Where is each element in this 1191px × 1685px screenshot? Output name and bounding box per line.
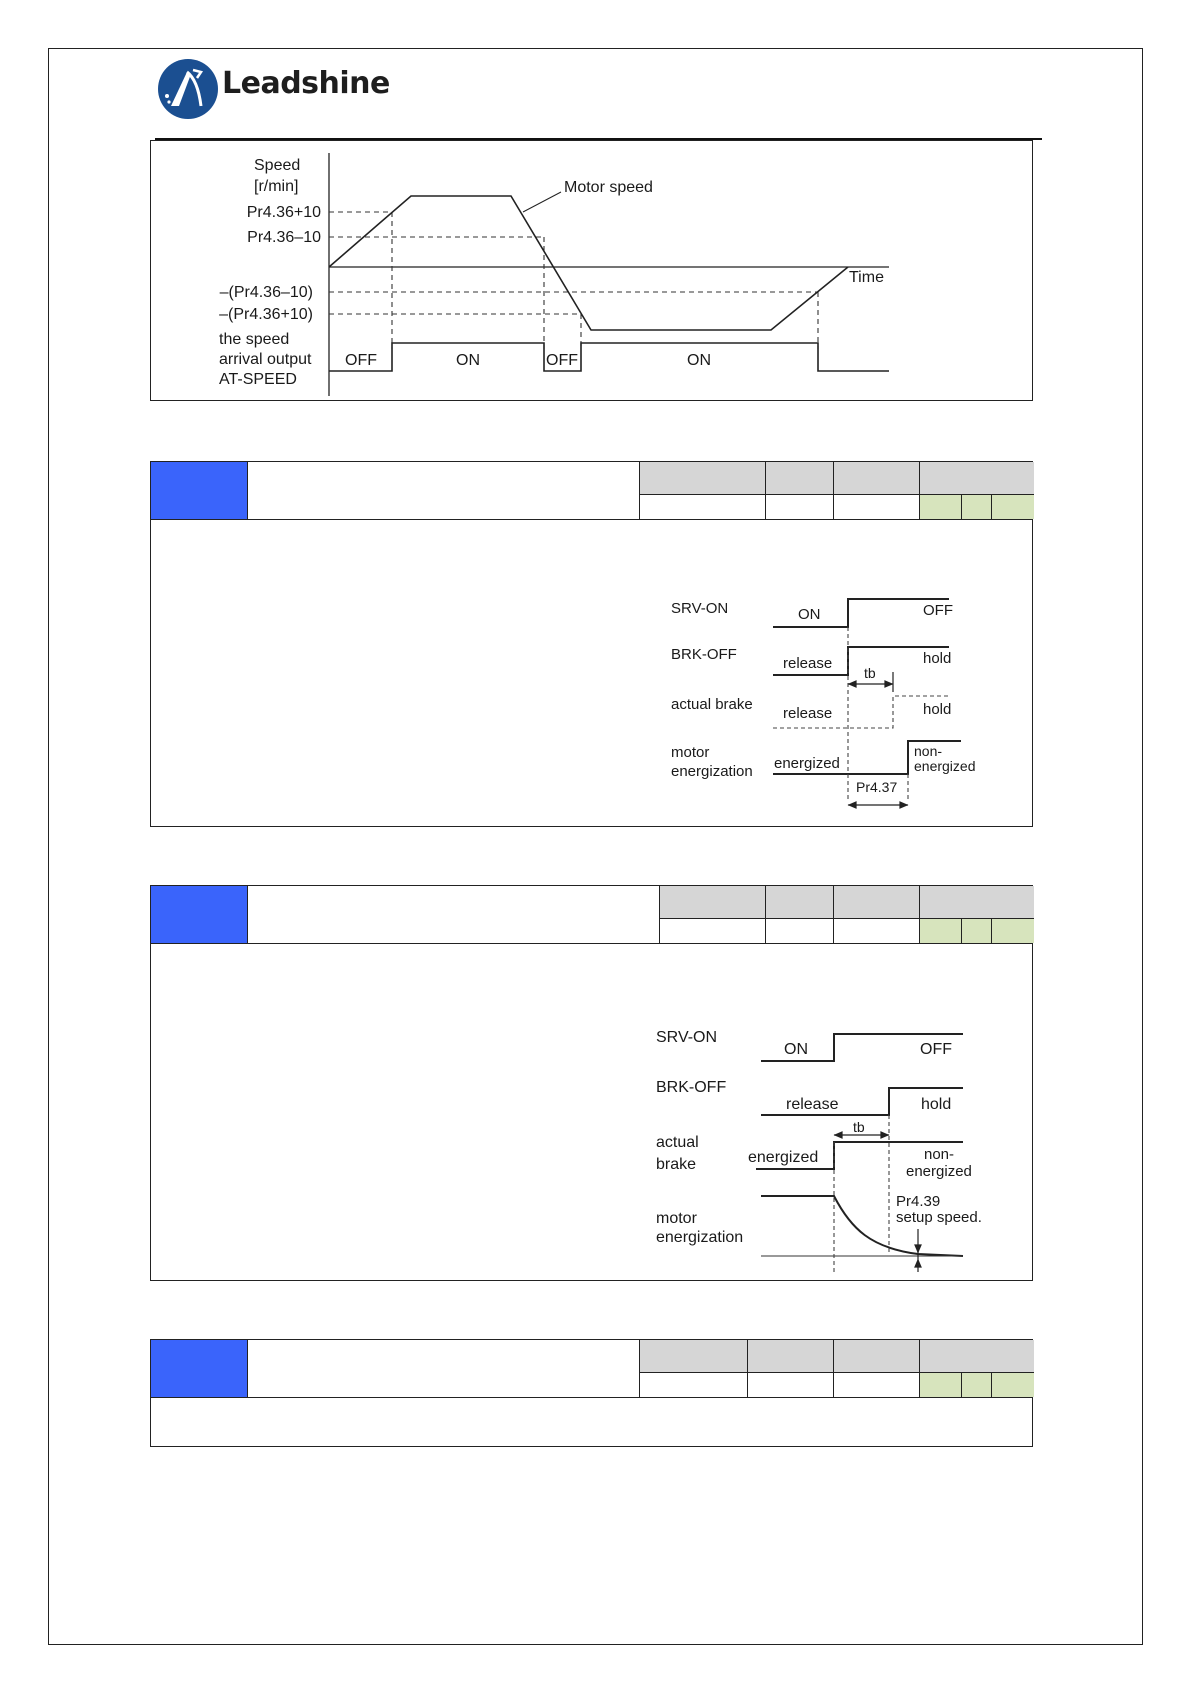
header-cell	[766, 886, 834, 919]
state-label: ON	[687, 352, 711, 369]
table-header	[151, 462, 1032, 520]
parameter-number-cell	[151, 462, 248, 519]
value-cell	[640, 1373, 748, 1397]
value-cell	[748, 1373, 834, 1397]
signal-label: actual brake	[671, 696, 753, 713]
srv-on-before-state: ON	[784, 1041, 808, 1058]
signal-label: motor	[671, 744, 710, 761]
output-label: the speed	[219, 331, 290, 348]
signal-label: SRV-ON	[656, 1029, 718, 1046]
leadshine-logo-icon	[157, 58, 219, 120]
value-cell	[834, 495, 920, 519]
speed-arrival-diagram	[151, 141, 1034, 402]
setup-speed-label: setup speed.	[896, 1209, 982, 1226]
signal-label: BRK-OFF	[671, 646, 737, 663]
parameter-name-cell	[248, 1340, 640, 1397]
state-label: OFF	[345, 352, 377, 369]
level-label: –(Pr4.36+10)	[219, 306, 313, 323]
mode-cell	[992, 495, 1034, 519]
brk-off-after-state: hold	[921, 1096, 952, 1113]
parameter-number-cell	[151, 1340, 248, 1397]
mode-cell	[920, 919, 962, 943]
parameter-name-cell	[248, 462, 640, 519]
company-logo	[157, 58, 397, 122]
signal-label: energization	[671, 763, 753, 780]
value-cell	[660, 919, 766, 943]
header-cell	[766, 462, 834, 495]
header-cell	[920, 1340, 1034, 1373]
value-cell	[834, 1373, 920, 1397]
mode-cell	[992, 919, 1034, 943]
header-cell	[640, 462, 766, 495]
signal-label: brake	[656, 1156, 697, 1173]
speed-axis-title: Speed	[254, 157, 301, 174]
delay-label: Pr4.37	[856, 779, 898, 795]
level-label: Pr4.36+10	[246, 204, 321, 221]
time-axis-label: Time	[849, 269, 884, 286]
at-speed-signal	[329, 343, 889, 371]
speed-axis-unit: [r/min]	[254, 178, 299, 195]
motor-speed-curve	[329, 196, 848, 330]
header-cell	[920, 886, 1034, 919]
signal-label: energization	[656, 1229, 744, 1246]
header-cell	[640, 1340, 748, 1373]
speed-level-lines	[329, 212, 818, 349]
signal-label: actual	[656, 1134, 699, 1151]
header-cell	[748, 1340, 834, 1373]
tb-label: tb	[864, 665, 876, 681]
output-label: AT-SPEED	[219, 371, 297, 388]
srv-on-after-state: OFF	[923, 602, 953, 619]
header-cell	[834, 1340, 920, 1373]
signal-label: BRK-OFF	[656, 1079, 727, 1096]
table-header	[151, 886, 1032, 944]
srv-on-after-state: OFF	[920, 1041, 952, 1058]
mode-cell	[962, 495, 992, 519]
srv-on-before-state: ON	[798, 606, 821, 623]
energized-state: energized	[774, 755, 840, 772]
non-energized-state: energized	[906, 1163, 972, 1180]
brake-timing-diagram-2	[656, 1024, 1016, 1274]
setup-speed-label: Pr4.39	[896, 1193, 941, 1210]
brake-before-state: release	[783, 705, 833, 722]
value-cell	[766, 495, 834, 519]
header-cell	[920, 462, 1034, 495]
level-label: –(Pr4.36–10)	[219, 284, 313, 301]
header-cell	[660, 886, 766, 919]
motor-speed-label: Motor speed	[564, 179, 653, 196]
tb-label: tb	[853, 1119, 865, 1135]
value-cell	[766, 919, 834, 943]
value-cell	[834, 919, 920, 943]
brk-off-after-state: hold	[923, 650, 952, 667]
state-label: ON	[456, 352, 480, 369]
speed-arrival-figure	[150, 140, 1033, 401]
energized-state: energized	[748, 1149, 819, 1166]
level-label: Pr4.36–10	[247, 229, 321, 246]
output-label: arrival output	[219, 351, 312, 368]
value-cell	[640, 495, 766, 519]
motor-speed-leader	[523, 192, 561, 212]
signal-label: motor	[656, 1210, 697, 1227]
header-cell	[834, 462, 920, 495]
brand-name: Leadshine	[222, 66, 390, 101]
table-header	[151, 1340, 1032, 1398]
mode-cell	[962, 1373, 992, 1397]
parameter-table-1	[150, 461, 1033, 827]
mode-cell	[992, 1373, 1034, 1397]
parameter-name-cell	[248, 886, 660, 943]
parameter-table-3	[150, 1339, 1033, 1447]
non-energized-state: non-	[924, 1146, 955, 1163]
non-energized-state: non-	[914, 743, 943, 759]
mode-cell	[920, 1373, 962, 1397]
header-cell	[834, 886, 920, 919]
brake-after-state: hold	[923, 701, 952, 718]
mode-cell	[962, 919, 992, 943]
brk-off-before-state: release	[786, 1096, 839, 1113]
brk-off-before-state: release	[783, 655, 833, 672]
mode-cell	[920, 495, 962, 519]
non-energized-state: energized	[914, 758, 976, 774]
parameter-number-cell	[151, 886, 248, 943]
brake-timing-diagram-1	[671, 592, 1011, 814]
signal-label: SRV-ON	[671, 600, 729, 617]
state-label: OFF	[546, 352, 578, 369]
parameter-table-2	[150, 885, 1033, 1281]
